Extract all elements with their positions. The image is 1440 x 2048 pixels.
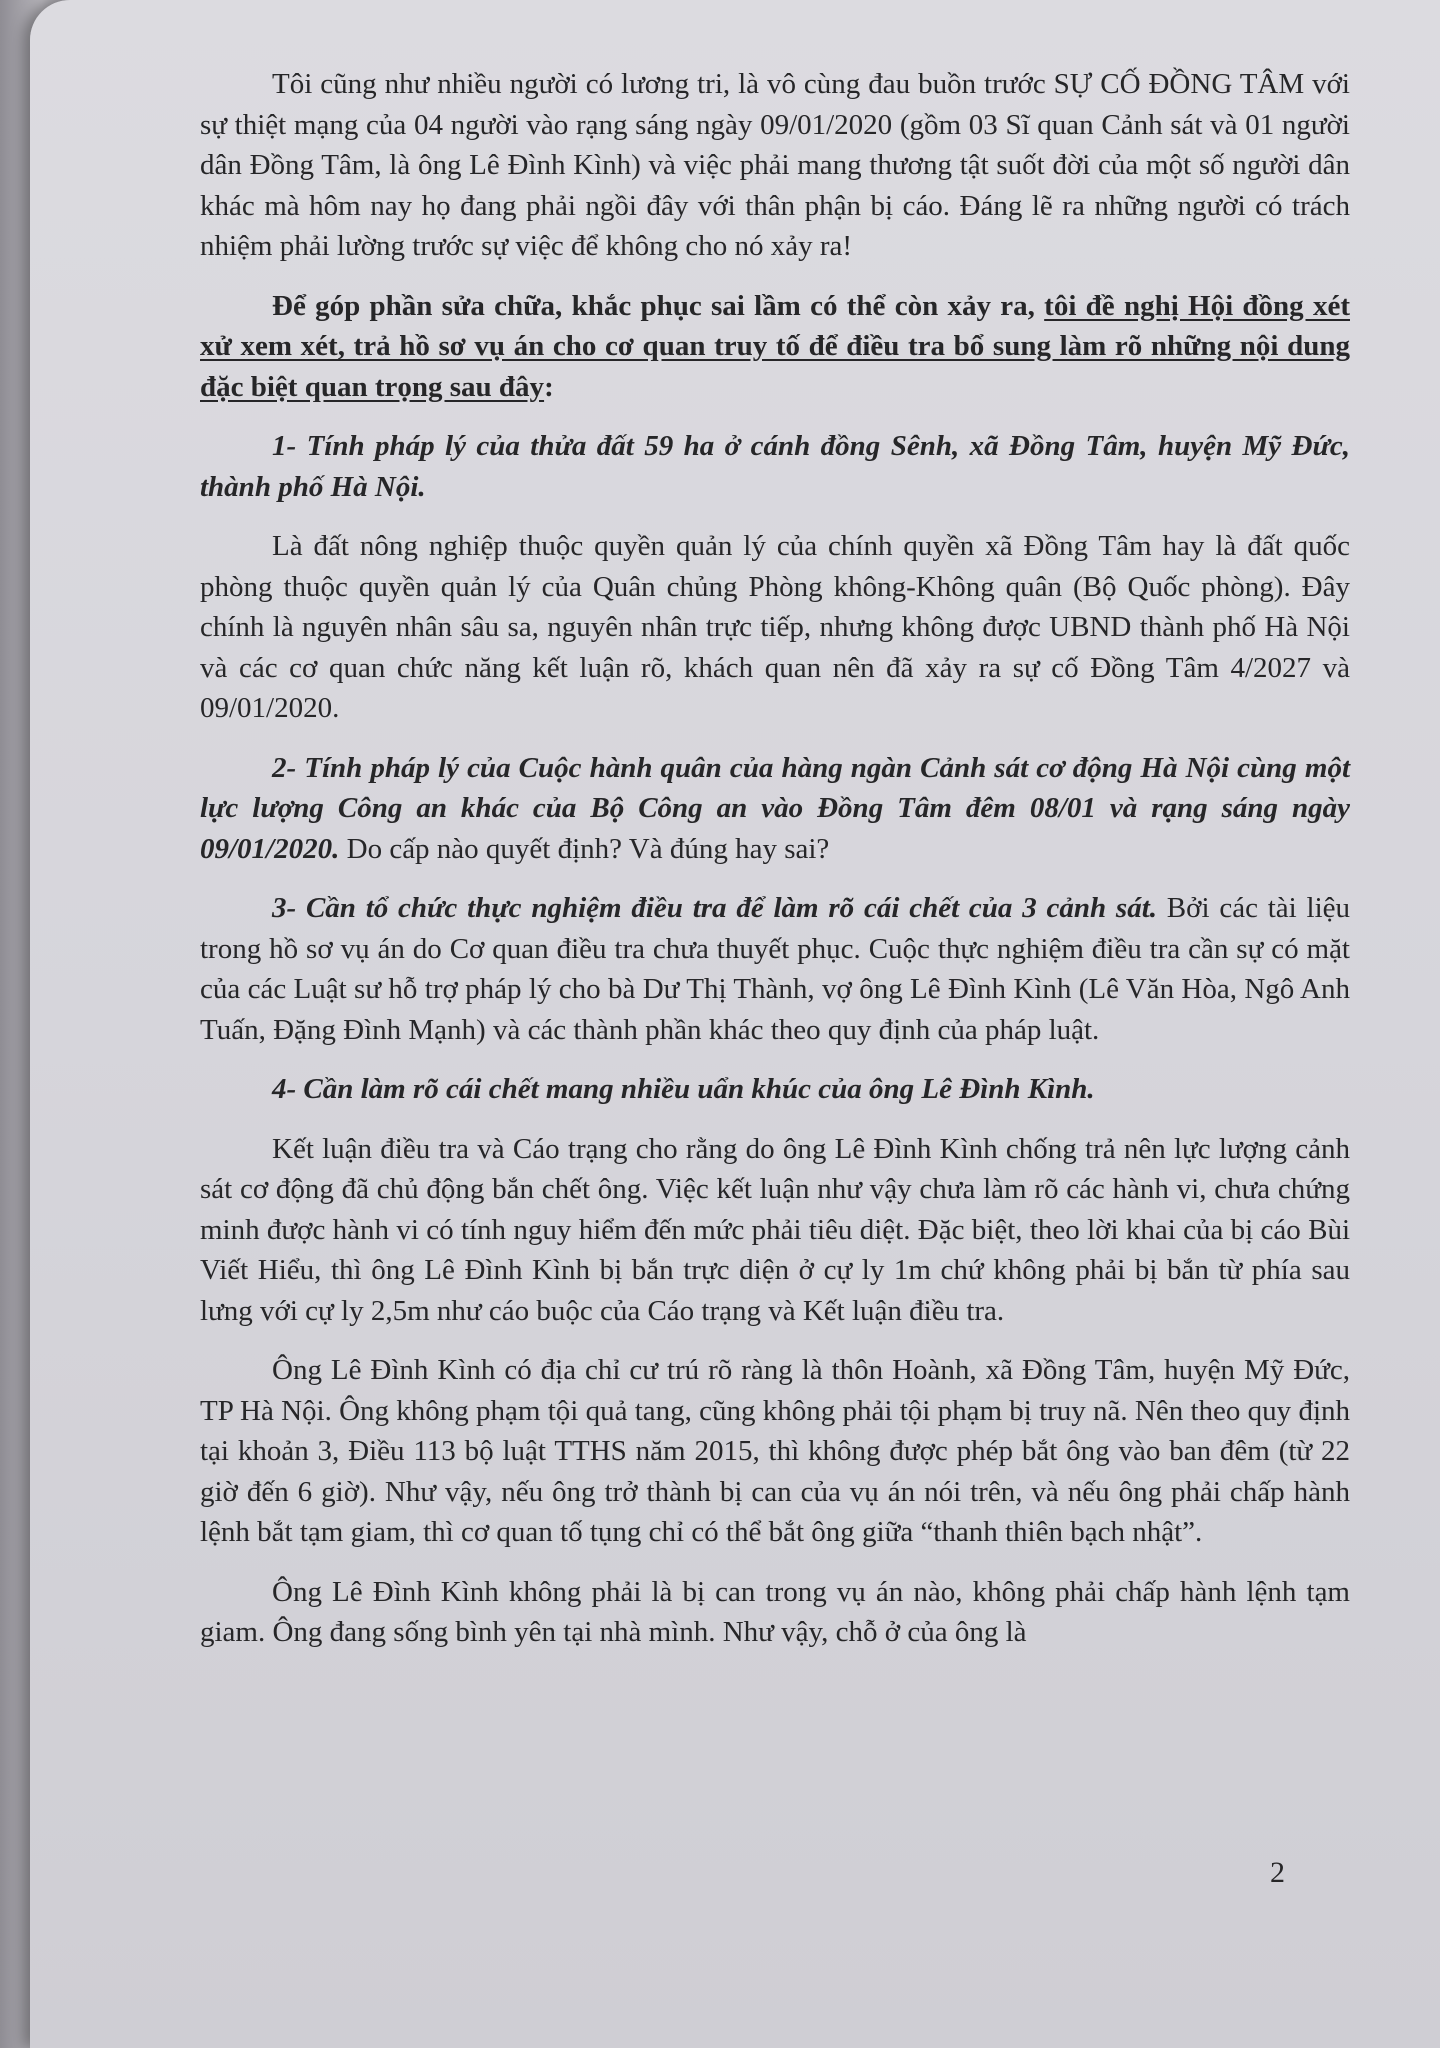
item2-heading: 2- Tính pháp lý của Cuộc hành quân của hàng ngàn Cảnh sát cơ động Hà Nội cùng một lực lượng Công an khác của Bộ Công an vào Đồng Tâm đêm 08/01 và rạng sáng ngày 09/01/2020. (200, 751, 1350, 865)
paragraph-request (200, 286, 1350, 408)
paragraph-item2 (200, 748, 1350, 870)
request-colon: : (544, 370, 554, 403)
request-lead: Để góp phần sửa chữa, khắc phục sai lầm có thể còn xảy ra, (272, 289, 1045, 322)
paragraph-item3 (200, 888, 1350, 1050)
item4-body-1: Kết luận điều tra và Cáo trạng cho rằng do ông Lê Đình Kình chống trả nên lực lượng cảnh sát cơ động đã chủ động bắn chết ông. Việc kết luận như vậy chưa làm rõ các hành vi, chưa chứng minh được hành vi có tính nguy hiểm đến mức phải tiêu diệt. Đặc biệt, theo lời khai của bị cáo Bùi Viết Hiểu, thì ông Lê Đình Kình bị bắn trực diện ở cự ly 1m chứ không phải bị bắn từ phía sau lưng với cự ly 2,5m như cáo buộc của Cáo trạng và Kết luận điều tra. (200, 1132, 1350, 1327)
item1-heading: 1- Tính pháp lý của thửa đất 59 ha ở cánh đồng Sênh, xã Đồng Tâm, huyện Mỹ Đức, thành phố Hà Nội. (200, 430, 1350, 503)
item1-body: Là đất nông nghiệp thuộc quyền quản lý của chính quyền xã Đồng Tâm hay là đất quốc phòng thuộc quyền quản lý của Quân chủng Phòng không-Không quân (Bộ Quốc phòng). Đây chính là nguyên nhân sâu sa, nguyên nhân trực tiếp, nhưng không được UBND thành phố Hà Nội và các cơ quan chức năng kết luận rõ, khách quan nên đã xảy ra sự cố Đồng Tâm 4/2027 và 09/01/2020. (200, 530, 1350, 724)
document-body (200, 64, 1350, 1672)
paragraph-intro: Tôi cũng như nhiều người có lương tri, là vô cùng đau buồn trước SỰ CỐ ĐỒNG TÂM với sự thiệt mạng của 04 người vào rạng sáng ngày 09/01/2020 (gồm 03 Sĩ quan Cảnh sát và 01 người dân Đồng Tâm, là ông Lê Đình Kình) và việc phải mang thương tật suốt đời của một số người dân khác mà hôm nay họ đang phải ngồi đây với thân phận bị cáo. Đáng lẽ ra những người có trách nhiệm phải lường trước sự việc để không cho nó xảy ra! (200, 68, 1350, 262)
item4-body-2: Ông Lê Đình Kình có địa chỉ cư trú rõ ràng là thôn Hoành, xã Đồng Tâm, huyện Mỹ Đức, TP Hà Nội. Ông không phạm tội quả tang, cũng không phải tội phạm bị truy nã. Nên theo quy định tại khoản 3, Điều 113 bộ luật TTHS năm 2015, thì không được phép bắt ông vào ban đêm (từ 22 giờ đến 6 giờ). Như vậy, nếu ông trở thành bị can của vụ án nói trên, và nếu ông phải chấp hành lệnh bắt tạm giam, thì cơ quan tố tụng chỉ có thể bắt ông giữa “thanh thiên bạch nhật”. (200, 1354, 1350, 1548)
request-underlined: tôi đề nghị Hội đồng xét xử xem xét, trả hồ sơ vụ án cho cơ quan truy tố để điều tra bổ sung làm rõ những nội dung đặc biệt quan trọng sau đây (200, 289, 1350, 403)
item4-heading: 4- Cần làm rõ cái chết mang nhiều uẩn khúc của ông Lê Đình Kình. (272, 1073, 1095, 1105)
item2-tail: Do cấp nào quyết định? Và đúng hay sai? (339, 832, 830, 865)
item3-tail: Bởi các tài liệu trong hồ sơ vụ án do Cơ quan điều tra chưa thuyết phục. Cuộc thực nghiệm điều tra cần sự có mặt của các Luật sư hỗ trợ pháp lý cho bà Dư Thị Thành, vợ ông Lê Đình Kình (Lê Văn Hòa, Ngô Anh Tuấn, Đặng Đình Mạnh) và các thành phần khác theo quy định của pháp luật. (200, 892, 1350, 1046)
item4-body-3: Ông Lê Đình Kình không phải là bị can trong vụ án nào, không phải chấp hành lệnh tạm giam. Ông đang sống bình yên tại nhà mình. Như vậy, chỗ ở của ông là (200, 1575, 1350, 1648)
document-page (30, 0, 1440, 2048)
page-number: 2 (1270, 1856, 1285, 1889)
item3-heading: 3- Cần tổ chức thực nghiệm điều tra để làm rõ cái chết của 3 cảnh sát. (272, 892, 1158, 924)
